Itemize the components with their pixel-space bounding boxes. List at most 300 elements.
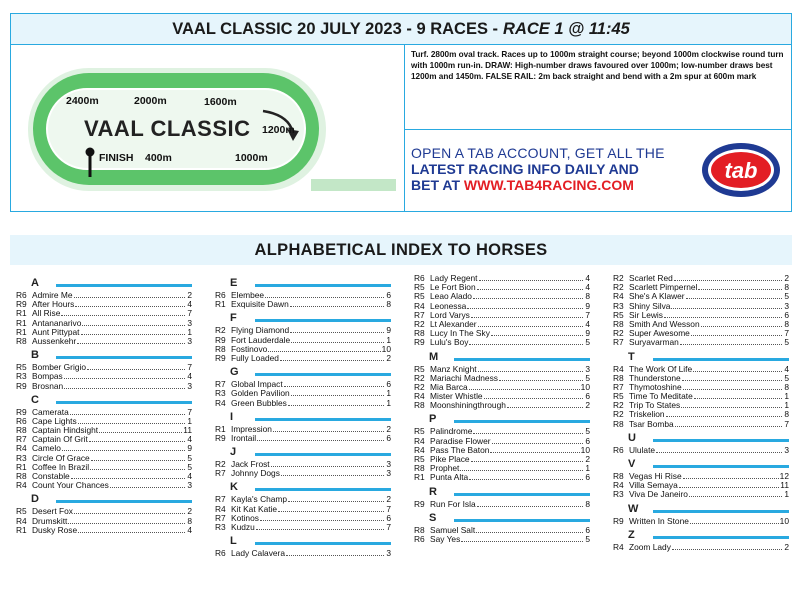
- horse-race: R9: [215, 352, 226, 363]
- horse-name: Leonessa: [430, 300, 467, 311]
- horse-race: R1: [16, 326, 27, 337]
- letter-bar: [255, 453, 391, 456]
- index-column: [16, 274, 192, 535]
- horse-race: R5: [414, 426, 425, 437]
- dot-leader: [680, 338, 782, 345]
- horse-entry: [215, 300, 391, 309]
- horse-number: 6: [386, 379, 391, 390]
- horse-entry: [215, 434, 391, 443]
- letter-label: S: [429, 511, 437, 524]
- dot-leader: [693, 365, 782, 372]
- horse-race: R9: [414, 498, 425, 509]
- horse-race: R3: [215, 388, 226, 399]
- horse-number: 5: [585, 426, 590, 437]
- dot-leader: [288, 495, 384, 502]
- horse-entry: [414, 338, 590, 347]
- dot-leader: [484, 392, 583, 399]
- horse-race: R2: [215, 325, 226, 336]
- letter-bar: [56, 401, 192, 404]
- horse-number: 10: [381, 343, 391, 354]
- horse-number: 11: [780, 480, 789, 491]
- dot-leader: [490, 446, 579, 453]
- horse-number: 9: [386, 325, 391, 336]
- dot-leader: [256, 523, 384, 530]
- letter-bar: [56, 284, 192, 287]
- dot-leader: [683, 383, 782, 390]
- horse-name: Flying Diamond: [231, 325, 290, 336]
- horse-number: 2: [386, 423, 391, 434]
- horse-entry: [215, 399, 391, 408]
- horse-race: R9: [16, 299, 27, 310]
- letter-bar: [56, 356, 192, 359]
- letter-heading: [16, 493, 192, 507]
- horse-number: 2: [187, 290, 192, 300]
- letter-label: Z: [628, 528, 635, 541]
- tab-logo: [701, 140, 781, 200]
- letter-bar: [653, 439, 789, 442]
- horse-race: R7: [414, 309, 425, 320]
- letter-heading: [414, 351, 590, 365]
- horse-name: Exquisite Dawn: [231, 299, 289, 310]
- horse-race: R9: [613, 515, 624, 526]
- letter-bar: [255, 319, 391, 322]
- horse-number: 6: [585, 472, 590, 483]
- horse-race: R5: [414, 291, 425, 302]
- horse-name: Shiny Silva: [629, 300, 671, 311]
- dot-leader: [99, 426, 182, 433]
- horse-number: 3: [187, 480, 192, 491]
- horse-race: R1: [215, 423, 226, 434]
- horse-race: R7: [613, 381, 624, 392]
- horse-race: R4: [16, 515, 27, 526]
- horse-name: Viva De Janeiro: [629, 489, 688, 500]
- horse-number: 4: [585, 282, 590, 293]
- horse-name: Antananarivo: [32, 317, 82, 328]
- letter-heading: [16, 394, 192, 408]
- horse-number: 2: [784, 541, 789, 552]
- track-name: VAAL CLASSIC: [84, 116, 251, 141]
- horse-name: Lt Alexander: [430, 318, 477, 329]
- horse-name: Desert Fox: [32, 506, 73, 517]
- horse-name: Count Your Chances: [32, 480, 109, 491]
- promo-line-2: LATEST RACING INFO DAILY AND: [411, 161, 639, 177]
- dot-leader: [689, 490, 782, 497]
- horse-name: Vegas Hi Rise: [629, 471, 682, 481]
- horse-number: 1: [187, 415, 192, 426]
- dot-leader: [473, 427, 583, 434]
- horse-number: 8: [386, 299, 391, 310]
- horse-number: 7: [784, 418, 789, 429]
- horse-race: R2: [613, 400, 624, 411]
- letter-heading: [215, 535, 391, 549]
- dot-leader: [477, 283, 583, 290]
- horse-name: Lucy In The Sky: [430, 328, 490, 339]
- dot-leader: [690, 517, 779, 524]
- horse-number: 6: [585, 391, 590, 402]
- horse-race: R1: [414, 472, 425, 483]
- dot-leader: [257, 434, 384, 441]
- dot-leader: [656, 446, 782, 453]
- horse-number: 1: [187, 326, 192, 337]
- horse-number: 8: [784, 409, 789, 420]
- horse-number: 3: [187, 335, 192, 346]
- horse-name: Moonshiningthrough: [430, 400, 506, 411]
- horse-race: R3: [215, 522, 226, 532]
- letter-label: M: [429, 350, 439, 363]
- horse-number: 7: [386, 503, 391, 514]
- horse-number: 5: [784, 372, 789, 383]
- horse-race: R5: [414, 282, 425, 293]
- dot-leader: [476, 526, 583, 533]
- horse-name: Thunderstone: [629, 372, 681, 383]
- letter-label: W: [628, 502, 639, 515]
- horse-name: Fully Loaded: [231, 352, 279, 363]
- horse-name: Thymotoshine: [629, 381, 682, 392]
- horse-race: R6: [215, 548, 226, 559]
- letter-heading: [215, 277, 391, 291]
- horse-name: Say Yes: [430, 533, 461, 544]
- dot-leader: [70, 408, 185, 415]
- horse-name: Written In Stone: [629, 515, 689, 526]
- index-column: [613, 274, 789, 552]
- horse-number: 4: [585, 318, 590, 329]
- dot-leader: [290, 326, 384, 333]
- horse-entry: [613, 446, 789, 455]
- letter-label: E: [230, 277, 238, 289]
- horse-number: 11: [183, 425, 192, 436]
- horse-number: 9: [187, 443, 192, 454]
- horse-name: Camerata: [32, 406, 69, 417]
- horse-race: R1: [215, 299, 226, 310]
- horse-name: Green Bubbles: [231, 397, 287, 408]
- horse-race: R4: [215, 503, 226, 514]
- horse-name: Le Fort Bion: [430, 282, 476, 293]
- horse-name: Lulu's Boy: [430, 337, 469, 348]
- top-panel: [10, 45, 792, 212]
- index-column: [215, 274, 391, 558]
- dot-leader: [471, 311, 583, 318]
- horse-number: 6: [784, 309, 789, 320]
- letter-label: B: [31, 349, 39, 362]
- dot-leader: [467, 302, 583, 309]
- dot-leader: [694, 392, 782, 399]
- horse-name: Kotinos: [231, 512, 259, 523]
- horse-race: R8: [613, 471, 624, 481]
- horse-entry: [215, 549, 391, 558]
- horse-number: 8: [784, 282, 789, 293]
- horse-name: Kudzu: [231, 522, 255, 532]
- horse-number: 4: [187, 371, 192, 382]
- dot-leader: [260, 514, 384, 521]
- letter-label: G: [230, 366, 239, 379]
- horse-number: 5: [187, 452, 192, 463]
- dot-leader: [666, 410, 782, 417]
- horse-number: 7: [187, 308, 192, 319]
- horse-number: 6: [386, 432, 391, 443]
- dot-leader: [491, 329, 583, 336]
- horse-number: 4: [187, 299, 192, 310]
- horse-name: Paradise Flower: [430, 435, 491, 446]
- letter-label: P: [429, 413, 437, 426]
- horse-race: R8: [414, 400, 425, 411]
- tab-promo: [411, 145, 691, 193]
- horse-entry: [414, 535, 590, 544]
- horse-name: Suryavarman: [629, 337, 679, 348]
- letter-heading: [215, 481, 391, 495]
- horse-race: R8: [613, 318, 624, 329]
- horse-number: 6: [386, 512, 391, 523]
- horse-race: R4: [613, 480, 624, 491]
- horse-race: R2: [215, 459, 226, 470]
- horse-name: Irontail: [231, 432, 257, 443]
- dot-leader: [268, 345, 380, 352]
- dot-leader: [672, 543, 782, 550]
- letter-heading: [215, 446, 391, 460]
- horse-race: R9: [414, 337, 425, 348]
- dot-leader: [81, 328, 186, 335]
- index-column: [414, 274, 590, 544]
- dot-leader: [686, 292, 782, 299]
- horse-name: Lord Varys: [430, 309, 470, 320]
- horse-race: R1: [16, 524, 27, 535]
- letter-label: C: [31, 393, 39, 406]
- letter-heading: [613, 529, 789, 543]
- horse-number: 1: [585, 463, 590, 474]
- horse-entry: [613, 543, 789, 552]
- horse-name: After Hours: [32, 299, 75, 310]
- dot-leader: [291, 389, 384, 396]
- finish-dot-icon: [86, 148, 95, 157]
- label-1000m: 1000m: [235, 152, 268, 164]
- promo-url-link[interactable]: WWW.TAB4RACING.COM: [463, 177, 634, 193]
- dot-leader: [91, 454, 185, 461]
- horse-name: Aussenkehr: [32, 335, 77, 346]
- horse-race: R6: [613, 444, 624, 455]
- horse-race: R3: [16, 371, 27, 382]
- horse-name: Tsar Bomba: [629, 418, 674, 429]
- horse-race: R4: [414, 300, 425, 311]
- horse-race: R4: [414, 435, 425, 446]
- horse-race: R5: [613, 309, 624, 320]
- horse-name: Leao Alado: [430, 291, 472, 302]
- dot-leader: [701, 320, 782, 327]
- dot-leader: [64, 372, 185, 379]
- track-map: [11, 45, 404, 211]
- horse-race: R6: [414, 273, 425, 283]
- dot-leader: [273, 425, 384, 432]
- horse-name: Aunt Pittypat: [32, 326, 80, 337]
- letter-bar: [255, 284, 391, 287]
- horse-number: 9: [585, 300, 590, 311]
- horse-race: R7: [215, 494, 226, 505]
- dot-leader: [674, 274, 782, 281]
- letter-label: K: [230, 481, 238, 494]
- label-1200m: 1200m: [262, 124, 295, 136]
- horse-race: R4: [414, 391, 425, 402]
- letter-label: U: [628, 431, 636, 444]
- horse-name: Jack Frost: [231, 459, 270, 470]
- track-diagram: [11, 45, 404, 211]
- dot-leader: [473, 292, 583, 299]
- horse-name: The Work Of Life: [629, 363, 693, 374]
- horse-name: Fort Lauderdale: [231, 334, 291, 345]
- dot-leader: [110, 481, 185, 488]
- horse-name: Captain Of Grit: [32, 434, 88, 445]
- horse-name: Brosnan: [32, 380, 64, 391]
- horse-number: 5: [784, 291, 789, 302]
- letter-bar: [653, 465, 789, 468]
- horse-name: Ululate: [629, 444, 656, 455]
- horse-number: 2: [585, 454, 590, 464]
- horse-number: 5: [585, 337, 590, 348]
- dot-leader: [74, 291, 186, 298]
- horse-race: R9: [215, 334, 226, 345]
- letter-heading: [414, 413, 590, 427]
- letter-bar: [653, 510, 789, 513]
- horse-number: 8: [187, 515, 192, 526]
- horse-name: Time To Meditate: [629, 391, 693, 402]
- horse-race: R6: [414, 533, 425, 544]
- dot-leader: [478, 365, 583, 372]
- horse-number: 10: [580, 444, 590, 455]
- letter-label: J: [230, 446, 237, 459]
- horse-number: 4: [187, 434, 192, 445]
- dot-leader: [479, 274, 584, 281]
- dot-leader: [679, 481, 780, 488]
- label-400m: 400m: [145, 152, 172, 164]
- horse-number: 7: [784, 328, 789, 339]
- horse-race: R7: [215, 379, 226, 390]
- horse-race: R5: [414, 454, 425, 464]
- dot-leader: [460, 464, 583, 471]
- horse-race: R2: [613, 328, 624, 339]
- horse-number: 10: [779, 515, 789, 526]
- letter-label: D: [31, 493, 39, 506]
- horse-name: Captain Hindsight: [32, 425, 99, 436]
- horse-number: 2: [386, 352, 391, 363]
- horse-race: R8: [16, 335, 27, 346]
- horse-name: Kit Kat Katie: [231, 503, 278, 514]
- letter-heading: [215, 312, 391, 326]
- horse-race: R4: [215, 397, 226, 408]
- dot-leader: [698, 283, 782, 290]
- horse-entry: [16, 526, 192, 535]
- horse-race: R4: [16, 480, 27, 491]
- horse-name: Samuel Salt: [430, 524, 476, 535]
- horse-number: 2: [585, 400, 590, 411]
- dot-leader: [286, 549, 384, 556]
- horse-number: 4: [784, 363, 789, 374]
- letter-heading: [414, 486, 590, 500]
- header-title: VAAL CLASSIC 20 JULY 2023 - 9 RACES -: [172, 19, 499, 38]
- horse-race: R2: [613, 409, 624, 420]
- horse-name: Pass The Baton: [430, 444, 490, 455]
- horse-number: 1: [784, 391, 789, 402]
- horse-entry: [16, 481, 192, 490]
- horse-name: Zoom Lady: [629, 541, 671, 552]
- dot-leader: [469, 473, 583, 480]
- horse-number: 2: [187, 506, 192, 517]
- horse-name: Kayla's Champ: [231, 494, 288, 505]
- horse-race: R5: [613, 391, 624, 402]
- horse-name: Scarlett Pimpernel: [629, 282, 698, 293]
- horse-number: 4: [585, 273, 590, 283]
- dot-leader: [471, 455, 583, 462]
- horse-name: Sir Lewis: [629, 309, 663, 320]
- horse-race: R3: [613, 300, 624, 311]
- page-header: [10, 13, 792, 45]
- horse-number: 7: [585, 309, 590, 320]
- horse-number: 6: [585, 524, 590, 535]
- horse-name: Punta Alta: [430, 472, 469, 483]
- dot-leader: [682, 374, 782, 381]
- horse-number: 5: [585, 533, 590, 544]
- horse-number: 1: [386, 334, 391, 345]
- letter-bar: [454, 493, 590, 496]
- horse-number: 12: [779, 471, 789, 481]
- horse-name: Triskelion: [629, 409, 665, 420]
- horse-number: 3: [585, 363, 590, 374]
- horse-race: R3: [16, 452, 27, 463]
- horse-name: Bomber Grigio: [32, 362, 86, 373]
- horse-name: Villa Semaya: [629, 480, 678, 491]
- horse-name: Run For Isla: [430, 498, 476, 509]
- horse-race: R6: [215, 290, 226, 300]
- horse-name: Bompas: [32, 371, 63, 382]
- letter-bar: [653, 358, 789, 361]
- index-title: ALPHABETICAL INDEX TO HORSES: [10, 235, 792, 265]
- horse-entry: [16, 337, 192, 346]
- horse-name: Mia Barca: [430, 381, 468, 392]
- dot-leader: [89, 435, 185, 442]
- horse-race: R8: [16, 471, 27, 481]
- horse-entry: [16, 382, 192, 391]
- horse-entry: [414, 401, 590, 410]
- horse-number: 3: [386, 468, 391, 479]
- promo-line-3: [411, 177, 691, 193]
- horse-race: R8: [613, 418, 624, 429]
- horse-name: She's A Klawer: [629, 291, 685, 302]
- dot-leader: [683, 472, 779, 479]
- horse-number: 8: [784, 381, 789, 392]
- dot-leader: [61, 309, 185, 316]
- letter-bar: [255, 542, 391, 545]
- horse-entry: [613, 420, 789, 429]
- horse-entry: [215, 523, 391, 532]
- dot-leader: [478, 320, 583, 327]
- dot-leader: [90, 463, 185, 470]
- letter-heading: [215, 411, 391, 425]
- horse-number: 3: [187, 380, 192, 391]
- label-2000m: 2000m: [134, 95, 167, 107]
- dot-leader: [664, 311, 782, 318]
- horse-race: R4: [613, 541, 624, 552]
- horse-race: R7: [215, 468, 226, 479]
- horse-entry: [215, 354, 391, 363]
- horse-race: R8: [414, 328, 425, 339]
- horse-name: Lady Calavera: [231, 548, 286, 559]
- horse-name: Admire Me: [32, 290, 73, 300]
- horse-name: Super Awesome: [629, 328, 690, 339]
- dot-leader: [691, 329, 782, 336]
- horse-race: R1: [16, 317, 27, 328]
- dot-leader: [477, 500, 583, 507]
- letter-bar: [56, 500, 192, 503]
- horse-name: Drumskitt: [32, 515, 68, 526]
- dot-leader: [469, 383, 580, 390]
- horse-name: Constable: [32, 471, 70, 481]
- horse-race: R4: [16, 443, 27, 454]
